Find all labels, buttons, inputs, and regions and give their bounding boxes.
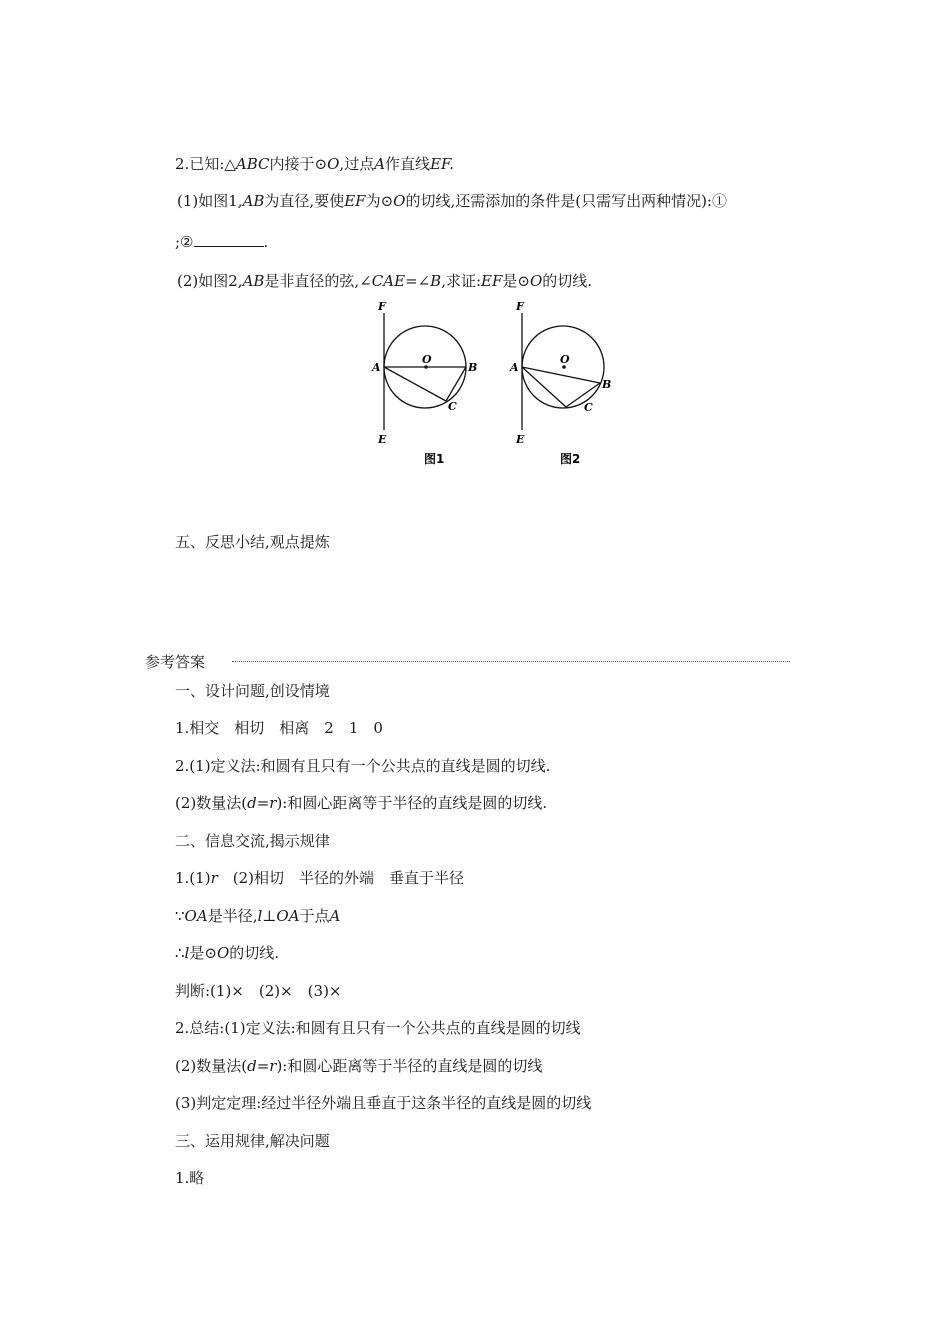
answer-line: (2)数量法(d=r):和圆心距离等于半径的直线是圆的切线 <box>175 1057 543 1075</box>
figure-2 <box>509 300 611 466</box>
answer-line: ∵OA是半径,l⊥OA于点A <box>175 907 341 925</box>
geometry-figures <box>360 295 640 470</box>
question-2-part-1: (1)如图1,AB为直径,要使EF为⊙O的切线,还需添加的条件是(只需写出两种情况):① <box>177 192 727 210</box>
section-5-heading: 五、反思小结,观点提炼 <box>175 533 330 551</box>
label-c: C <box>584 401 593 414</box>
figure-1-caption: 图1 <box>424 452 445 466</box>
label-e: E <box>378 433 387 446</box>
answers-divider <box>232 661 790 662</box>
answer-line: 1.(1)r (2)相切 半径的外端 垂直于半径 <box>175 869 464 887</box>
chord-ac <box>384 367 446 401</box>
answer-line: (2)数量法(d=r):和圆心距离等于半径的直线是圆的切线. <box>175 794 548 812</box>
chord-ac <box>522 367 566 407</box>
answers-section-1: 一、设计问题,创设情境 <box>175 682 330 700</box>
label-o: O <box>422 353 432 366</box>
label-a: A <box>372 361 381 374</box>
answer-line: 判断:(1)× (2)× (3)× <box>175 982 342 1000</box>
answer-line: 1.略 <box>175 1169 205 1187</box>
label-f: F <box>378 300 386 313</box>
label-c: C <box>448 400 457 413</box>
label-o: O <box>560 353 570 366</box>
question-2-stem: 2.已知:△ABC内接于⊙O,过点A作直线EF. <box>175 155 454 173</box>
label-f: F <box>516 300 524 313</box>
answers-section-2: 二、信息交流,揭示规律 <box>175 832 330 850</box>
label-b: B <box>468 361 478 374</box>
chord-ab <box>522 367 600 383</box>
answer-line: 1.相交 相切 相离 2 1 0 <box>175 719 383 737</box>
figure-2-caption: 图2 <box>560 452 581 466</box>
question-2-part-2: (2)如图2,AB是非直径的弦,∠CAE=∠B,求证:EF是⊙O的切线. <box>177 272 593 290</box>
label-a: A <box>510 361 519 374</box>
question-2-part-1-continued: ;② . <box>175 233 269 251</box>
figure-1 <box>371 300 477 466</box>
answer-line: ∴l是⊙O的切线. <box>175 944 280 962</box>
answer-blank[interactable] <box>194 232 264 247</box>
answer-line: 2.(1)定义法:和圆有且只有一个公共点的直线是圆的切线. <box>175 757 551 775</box>
answers-title: 参考答案 <box>145 653 206 671</box>
answer-line: (3)判定定理:经过半径外端且垂直于这条半径的直线是圆的切线 <box>175 1094 592 1112</box>
label-e: E <box>516 433 525 446</box>
answer-line: 2.总结:(1)定义法:和圆有且只有一个公共点的直线是圆的切线 <box>175 1019 581 1037</box>
answers-section-3: 三、运用规律,解决问题 <box>175 1132 330 1150</box>
label-b: B <box>602 378 612 391</box>
